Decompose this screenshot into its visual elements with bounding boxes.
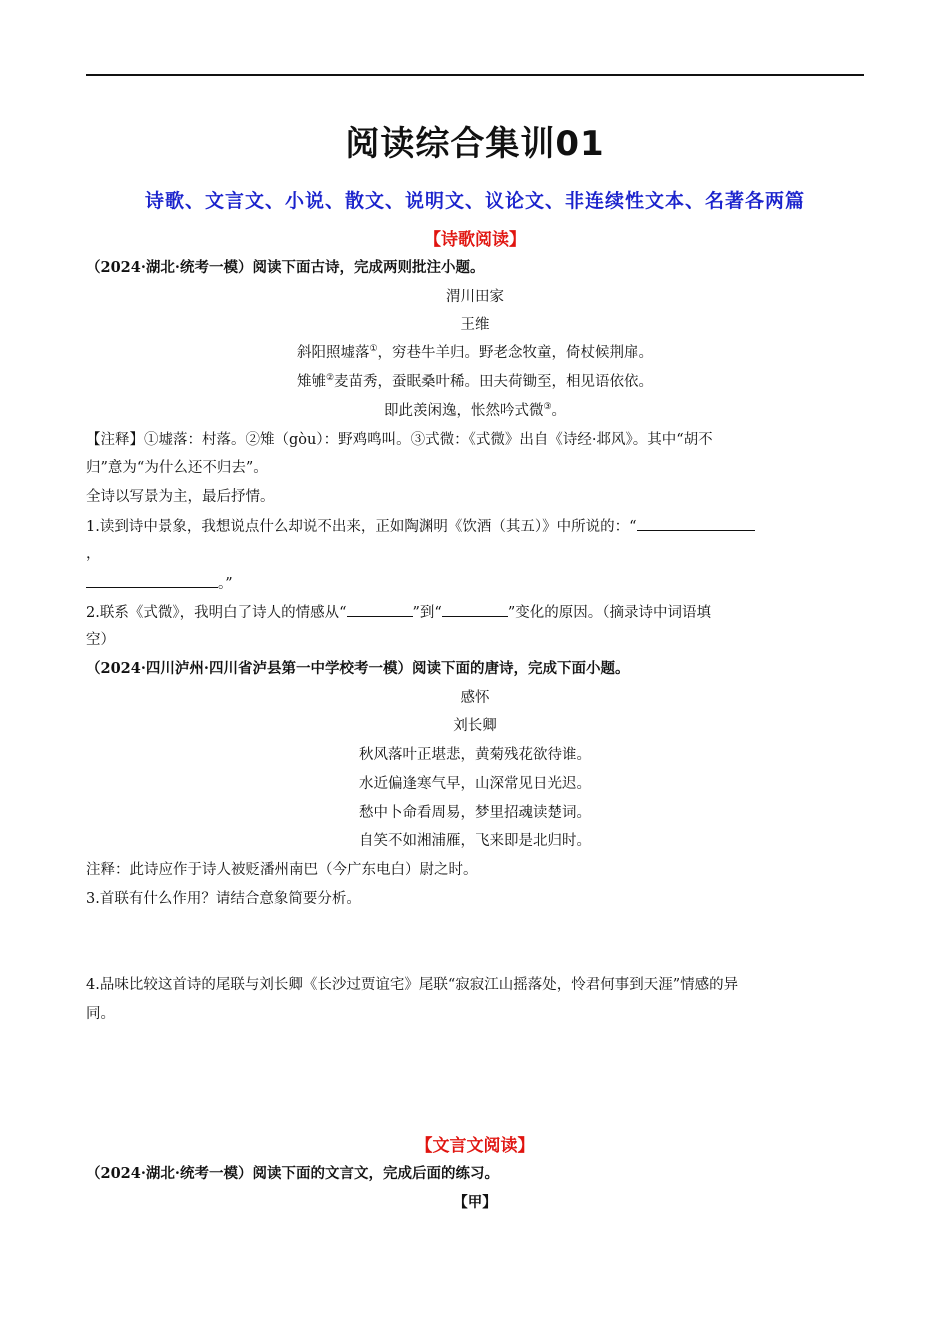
q1-blank-2[interactable] xyxy=(86,573,218,588)
question-1: 1.读到诗中景象，我想说点什么却说不出来，正如陶渊明《饮酒（其五）》中所说的：“ xyxy=(86,516,864,537)
poem2-line-3: 愁中卜命看周易，梦里招魂读楚词。 xyxy=(359,805,591,821)
question-2-end: 空） xyxy=(86,632,115,648)
q1-blank-1[interactable] xyxy=(637,516,755,531)
question-1-comma: ， xyxy=(86,546,101,562)
top-rule xyxy=(86,74,864,76)
q3-source: （2024·四川泸州·四川省泸县第一中学校考一模）阅读下面的唐诗，完成下面小题。 xyxy=(86,660,630,677)
section-classical-heading: 【文言文阅读】 xyxy=(415,1136,535,1156)
poem1-summary: 全诗以写景为主，最后抒情。 xyxy=(86,489,275,505)
question-1-end: 。” xyxy=(86,573,864,594)
q1-source: （2024·湖北·统考一模）阅读下面古诗，完成两则批注小题。 xyxy=(86,259,485,276)
poem1-line-2: 雉雊②麦苗秀，蚕眠桑叶稀。田夫荷锄至，相见语依依。 xyxy=(296,373,654,390)
poem2-line-2: 水近偏逢寒气早，山深常见日光迟。 xyxy=(359,776,591,792)
question-3: 3.首联有什么作用？请结合意象简要分析。 xyxy=(86,891,361,907)
poem1-author: 王维 xyxy=(460,317,490,333)
q5-source: （2024·湖北·统考一模）阅读下面的文言文，完成后面的练习。 xyxy=(86,1165,499,1182)
poem2-title: 感怀 xyxy=(460,690,490,706)
question-4-end: 同。 xyxy=(86,1006,115,1022)
poem1-line-1: 斜阳照墟落①，穷巷牛羊归。野老念牧童，倚杖候荆扉。 xyxy=(296,344,654,361)
poem1-title: 渭川田家 xyxy=(446,289,504,305)
question-4: 4.品味比较这首诗的尾联与刘长卿《长沙过贾谊宅》尾联“寂寂江山摇落处，怜君何事到天涯”情感的异 xyxy=(86,977,739,993)
page-title: 阅读综合集训01 xyxy=(345,124,605,164)
page-subtitle: 诗歌、文言文、小说、散文、说明文、议论文、非连续性文本、名著各两篇 xyxy=(144,190,805,212)
passage-jia-label: 【甲】 xyxy=(453,1194,497,1211)
q2-blank-2[interactable] xyxy=(442,602,508,617)
poem2-line-4: 自笑不如湘浦雁，飞来即是北归时。 xyxy=(359,833,591,849)
q2-blank-1[interactable] xyxy=(347,602,413,617)
poem2-line-1: 秋风落叶正堪悲，黄菊残花欲待谁。 xyxy=(359,747,591,763)
poem1-note-line-1: 【注释】①墟落：村落。②雉（gòu）：野鸡鸣叫。③式微：《式微》出自《诗经·邶风》。其中“胡不 xyxy=(86,432,713,448)
poem2-author: 刘长卿 xyxy=(453,718,497,734)
poem2-note: 注释：此诗应作于诗人被贬潘州南巴（今广东电白）尉之时。 xyxy=(86,862,478,878)
poem1-line-3: 即此羡闲逸，怅然吟式微③。 xyxy=(383,402,567,419)
poem1-note-line-2: 归”意为“为什么还不归去”。 xyxy=(86,460,268,476)
question-2: 2.联系《式微》，我明白了诗人的情感从“ ”到“ ”变化的原因。（摘录诗中词语填 xyxy=(86,602,864,623)
section-poetry-heading: 【诗歌阅读】 xyxy=(424,230,526,250)
